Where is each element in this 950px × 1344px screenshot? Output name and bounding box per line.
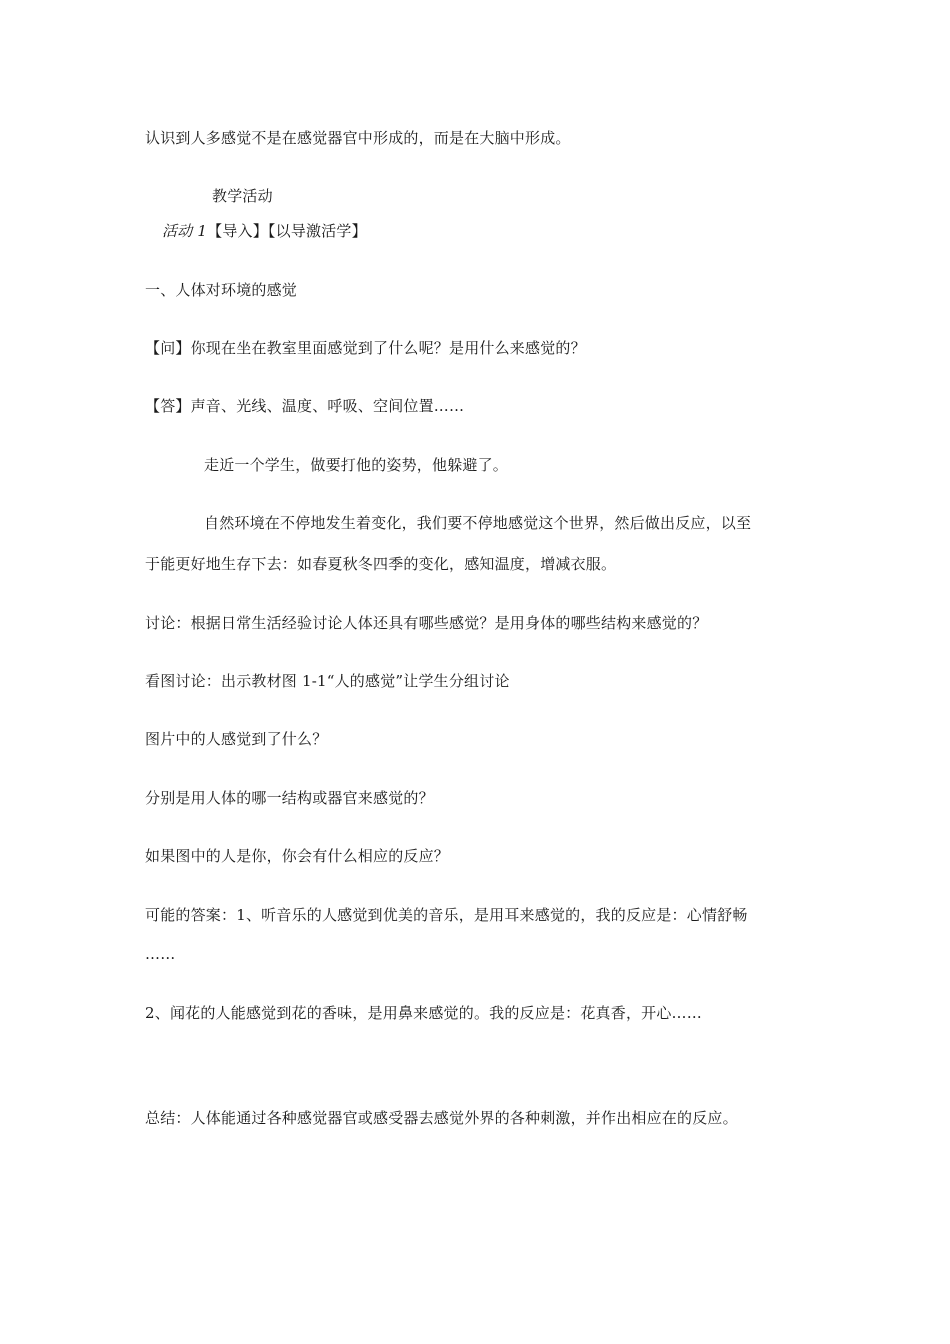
question-paragraph: 【问】你现在坐在教室里面感觉到了什么呢？是用什么来感觉的？	[145, 339, 586, 357]
environment-paragraph-line1: 自然环境在不停地发生着变化，我们要不停地感觉这个世界，然后做出反应，以至	[204, 514, 752, 532]
discussion-paragraph: 讨论：根据日常生活经验讨论人体还具有哪些感觉？是用身体的哪些结构来感觉的？	[145, 614, 708, 632]
activity-heading	[162, 221, 367, 241]
answer-paragraph: 【答】声音、光线、温度、呼吸、空间位置……	[145, 397, 465, 415]
section-heading: 教学活动	[212, 187, 273, 205]
prompt-3: 如果图中的人是你，你会有什么相应的反应？	[145, 847, 450, 865]
summary-paragraph: 总结：人体能通过各种感觉器官或感受器去感觉外界的各种刺激，并作出相应在的反应。	[145, 1109, 738, 1127]
demo-paragraph: 走近一个学生，做要打他的姿势，他躲避了。	[204, 456, 509, 474]
possible-answer-line1: 可能的答案：1、听音乐的人感觉到优美的音乐，是用耳来感觉的，我的反应是：心情舒畅	[145, 906, 748, 924]
activity-tags: 【导入】【以导激活学】	[207, 222, 367, 240]
possible-answer-line2: ……	[145, 945, 176, 963]
prompt-1: 图片中的人感觉到了什么？	[145, 730, 328, 748]
activity-label: 活动 1	[162, 222, 208, 240]
environment-paragraph-line2: 于能更好地生存下去：如春夏秋冬四季的变化，感知温度，增减衣服。	[145, 555, 617, 573]
figure-discussion-paragraph: 看图讨论：出示教材图 1-1“人的感觉”让学生分组讨论	[145, 672, 510, 690]
answer-2-paragraph: 2、闻花的人能感觉到花的香味，是用鼻来感觉的。我的反应是：花真香，开心……	[145, 1004, 702, 1022]
subheading: 一、人体对环境的感觉	[145, 281, 298, 299]
intro-line: 认识到人多感觉不是在感觉器官中形成的，而是在大脑中形成。	[145, 129, 571, 147]
prompt-2: 分别是用人体的哪一结构或器官来感觉的？	[145, 789, 434, 807]
